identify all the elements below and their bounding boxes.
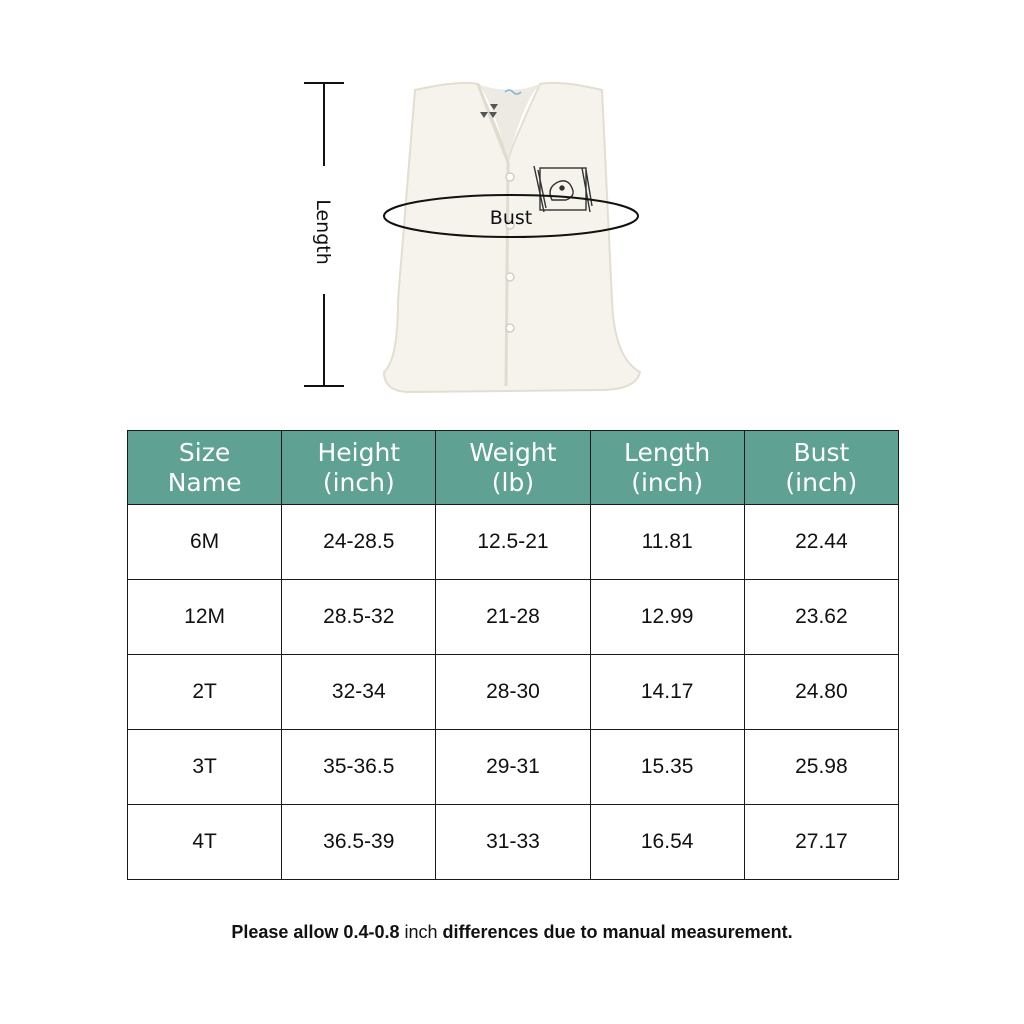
cell-height: 28.5-32 xyxy=(282,580,436,655)
table-row xyxy=(128,730,899,805)
header-line: Length xyxy=(624,437,711,467)
table-row xyxy=(128,505,899,580)
note-bold-end: differences due to manual measurement. xyxy=(442,922,793,942)
note-bold-start: Please allow 0.4-0.8 xyxy=(231,922,400,942)
header-height xyxy=(282,431,436,505)
header-line: (lb) xyxy=(491,467,535,497)
table-row xyxy=(128,805,899,880)
cell-height: 36.5-39 xyxy=(282,805,436,880)
header-length xyxy=(590,431,744,505)
cell-bust: 27.17 xyxy=(744,805,898,880)
cell-weight: 21-28 xyxy=(436,580,590,655)
size-chart-table xyxy=(127,430,899,880)
cell-size: 3T xyxy=(128,730,282,805)
button xyxy=(506,173,514,181)
header-line: Height xyxy=(317,437,401,467)
cell-height: 32-34 xyxy=(282,655,436,730)
header-line: (inch) xyxy=(322,467,395,497)
cell-size: 6M xyxy=(128,505,282,580)
cell-bust: 24.80 xyxy=(744,655,898,730)
button xyxy=(506,324,514,332)
header-line: Bust xyxy=(793,437,850,467)
cell-length: 12.99 xyxy=(590,580,744,655)
cell-bust: 25.98 xyxy=(744,730,898,805)
header-line: Size xyxy=(178,437,231,467)
cell-weight: 29-31 xyxy=(436,730,590,805)
length-label: Length xyxy=(312,199,334,265)
cell-weight: 28-30 xyxy=(436,655,590,730)
cell-bust: 23.62 xyxy=(744,580,898,655)
note-unit: inch xyxy=(399,922,443,942)
cell-size: 4T xyxy=(128,805,282,880)
header-line: (inch) xyxy=(785,467,858,497)
measurement-note xyxy=(0,922,1024,943)
cell-size: 2T xyxy=(128,655,282,730)
header-bust xyxy=(744,431,898,505)
header-line: Weight xyxy=(469,437,557,467)
cell-weight: 31-33 xyxy=(436,805,590,880)
header-size-name xyxy=(128,431,282,505)
cell-length: 16.54 xyxy=(590,805,744,880)
table-header-row xyxy=(128,431,899,505)
cell-length: 15.35 xyxy=(590,730,744,805)
cell-height: 24-28.5 xyxy=(282,505,436,580)
cell-weight: 12.5-21 xyxy=(436,505,590,580)
bust-label: Bust xyxy=(489,207,533,229)
header-line: Name xyxy=(167,467,242,497)
cell-size: 12M xyxy=(128,580,282,655)
cell-height: 35-36.5 xyxy=(282,730,436,805)
table-row xyxy=(128,655,899,730)
button xyxy=(506,273,514,281)
table-row xyxy=(128,580,899,655)
header-line: (inch) xyxy=(631,467,704,497)
cell-bust: 22.44 xyxy=(744,505,898,580)
cell-length: 14.17 xyxy=(590,655,744,730)
cell-length: 11.81 xyxy=(590,505,744,580)
header-weight xyxy=(436,431,590,505)
